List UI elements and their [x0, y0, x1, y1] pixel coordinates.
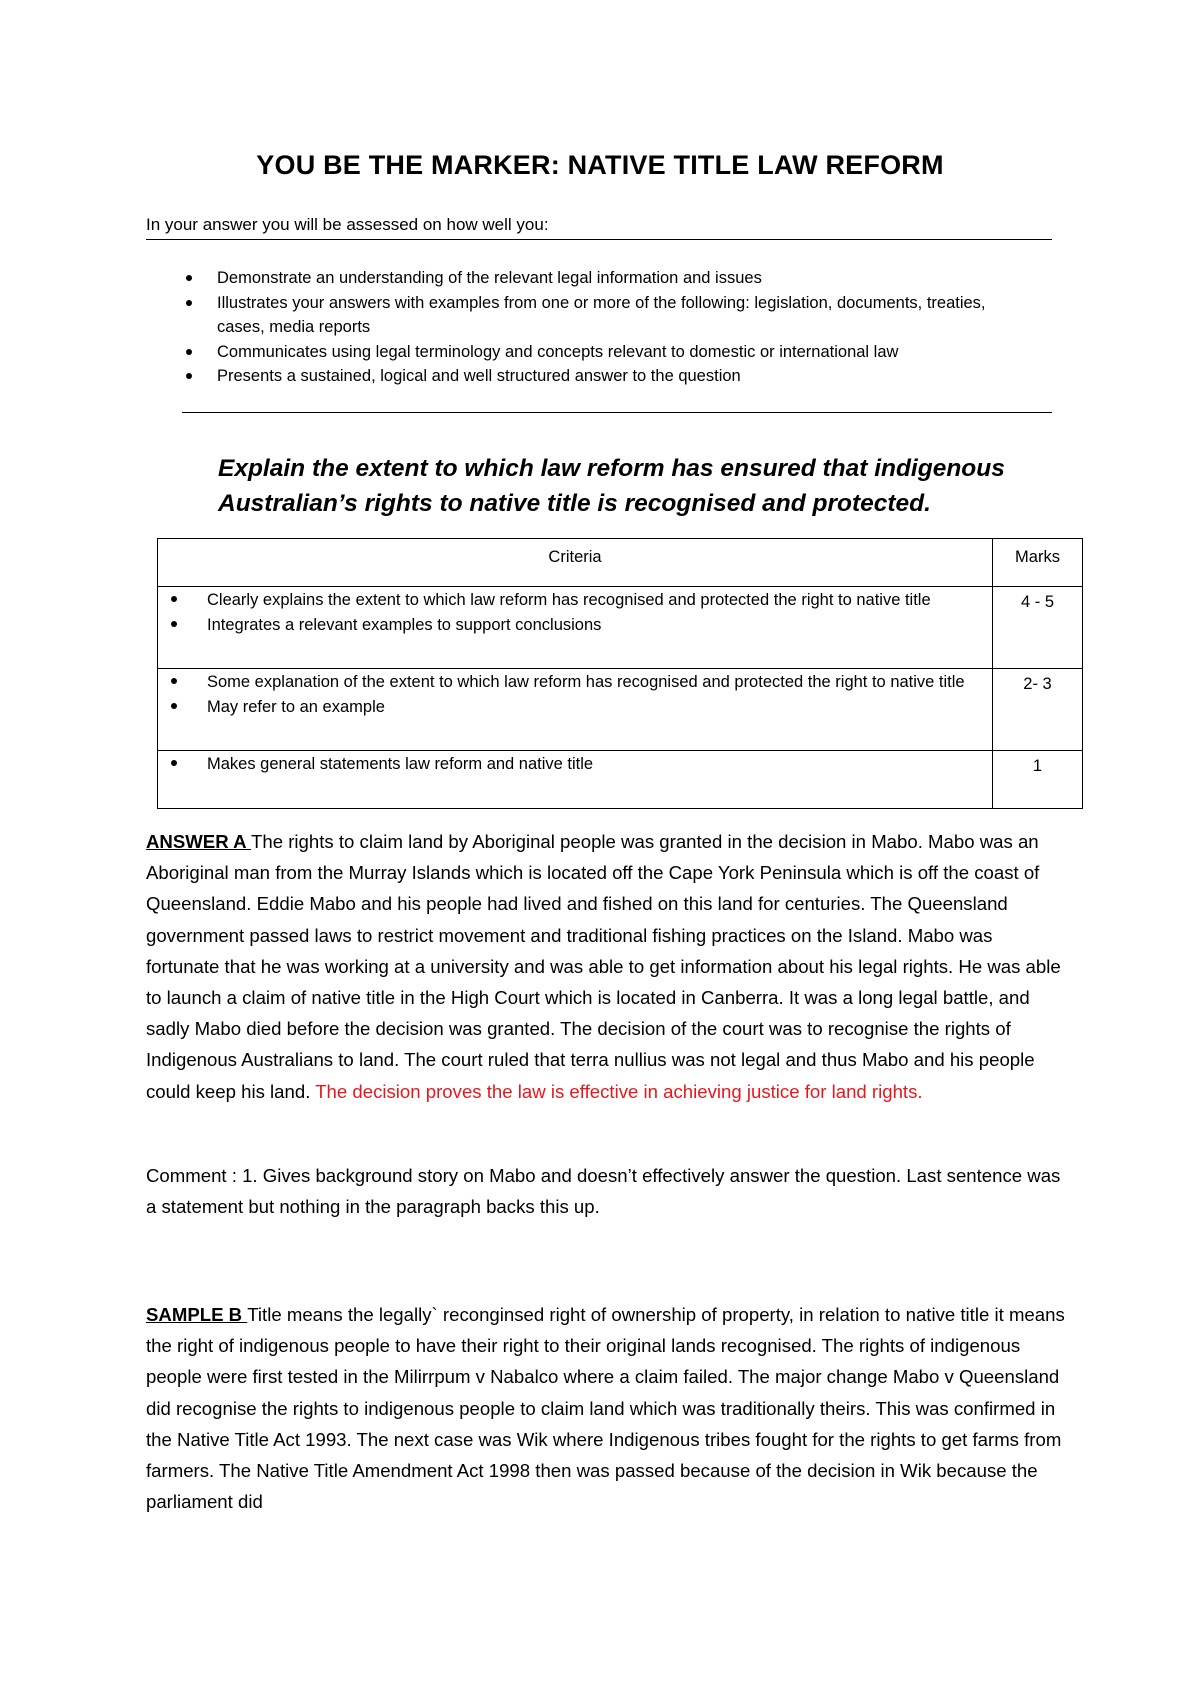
list-item: Illustrates your answers with examples from one or more of the following: legislation, documents, treaties, cases, media reports: [146, 291, 1036, 340]
marks-cell: 4 - 5: [993, 587, 1083, 669]
sample-b-text: Title means the legally` reconginsed right of ownership of property, in relation to native title it means the right of indigenous people to have their right to their original lands recognised. The rights of indigenous people were first tested in the Milirrpum v Nabalco where a claim failed. The major change Mabo v Queensland did recognise the rights to indigenous people to claim land which was traditionally theirs. This was confirmed in the Native Title Act 1993. The next case was Wik where Indigenous tribes fought for the rights to get farms from farmers. The Native Title Amendment Act 1998 then was passed because of the decision in Wik because the parliament did: [146, 1304, 1065, 1513]
list-item: Demonstrate an understanding of the relevant legal information and issues: [146, 266, 1036, 291]
answer-a-text: The rights to claim land by Aboriginal people was granted in the decision in Mabo. Mabo was an Aboriginal man from the Murray Islands which is located off the Cape York Peninsula which is off the coast of Queensland. Eddie Mabo and his people had lived and fished on this land for centuries. The Queensland government passed laws to restrict movement and traditional fishing practices on the Island. Mabo was fortunate that he was working at a university and was able to get information about his legal rights. He was able to launch a claim of native title in the High Court which is located in Canberra. It was a long legal battle, and sadly Mabo died before the decision was granted. The decision of the court was to recognise the rights of Indigenous Australians to land. The court ruled that terra nullius was not legal and thus Mabo and his people could keep his land.: [146, 831, 1061, 1102]
table-row: [158, 587, 1083, 669]
list-item: May refer to an example: [159, 695, 991, 720]
list-item: Makes general statements law reform and native title: [159, 752, 991, 777]
page-title: YOU BE THE MARKER: NATIVE TITLE LAW REFORM: [256, 150, 944, 180]
marking-criteria-table: [157, 538, 1083, 809]
answer-a-paragraph: [146, 826, 1066, 1107]
criteria-cell: [158, 751, 993, 809]
criteria-header: Criteria: [158, 539, 993, 587]
answer-a-highlight: The decision proves the law is effective in achieving justice for land rights.: [315, 1080, 923, 1102]
list-item: Some explanation of the extent to which law reform has recognised and protected the right to native title: [159, 670, 991, 695]
table-row: [158, 751, 1083, 809]
marks-cell: 1: [993, 751, 1083, 809]
assessment-criteria-list: [146, 266, 1036, 389]
answer-a-label: ANSWER A: [146, 831, 252, 852]
divider: [182, 412, 1052, 413]
table-header-row: [158, 539, 1083, 587]
marks-header: Marks: [993, 539, 1083, 587]
table-row: [158, 669, 1083, 751]
sample-b-paragraph: [146, 1299, 1066, 1517]
criteria-cell: [158, 669, 993, 751]
assessment-intro: In your answer you will be assessed on how well you:: [146, 215, 1052, 240]
list-item: Communicates using legal terminology and concepts relevant to domestic or international law: [146, 340, 1036, 365]
sample-b-label: SAMPLE B: [146, 1304, 248, 1325]
question-text: Explain the extent to which law reform has ensured that indigenous Australian’s rights to native title is recognised and protected.: [218, 455, 1005, 517]
list-item: Clearly explains the extent to which law reform has recognised and protected the right to native title: [159, 588, 991, 613]
list-item: Presents a sustained, logical and well structured answer to the question: [146, 364, 1036, 389]
criteria-cell: [158, 587, 993, 669]
marks-cell: 2- 3: [993, 669, 1083, 751]
list-item: Integrates a relevant examples to support conclusions: [159, 613, 991, 638]
comment-paragraph: Comment : 1. Gives background story on Mabo and doesn’t effectively answer the question. Last sentence was a statement but nothing in the paragraph backs this up.: [146, 1165, 1061, 1218]
